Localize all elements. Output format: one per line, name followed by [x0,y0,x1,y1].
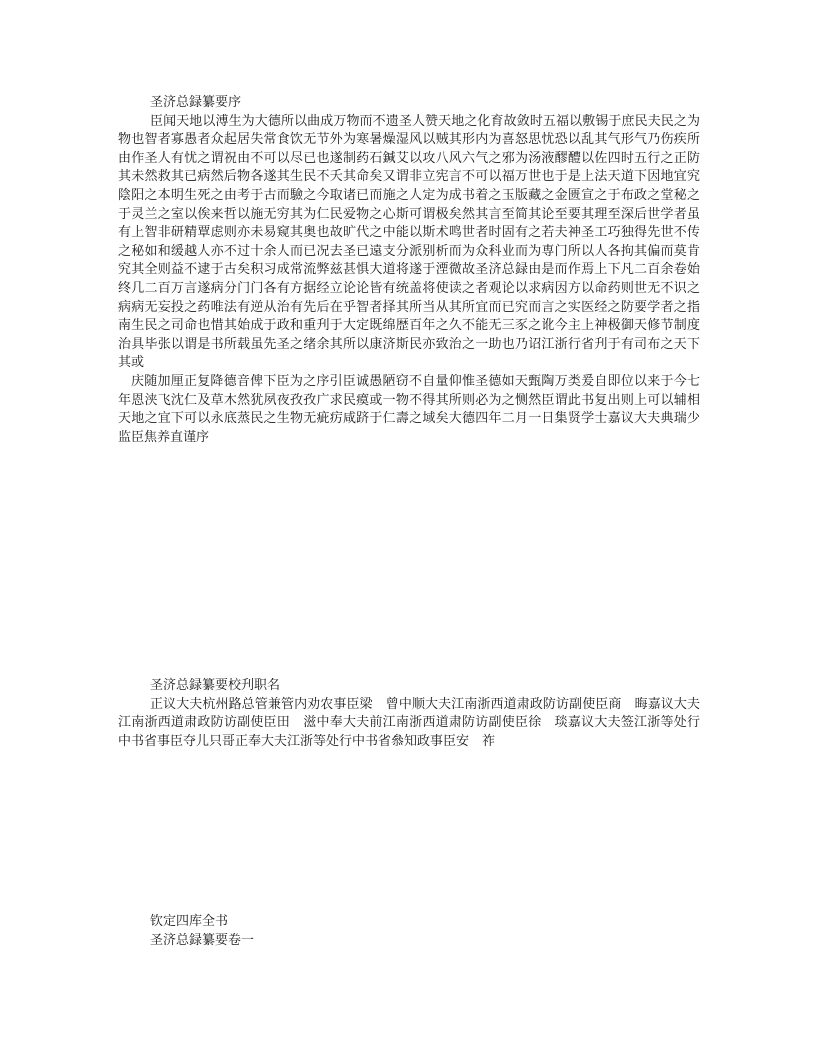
volume-title: 圣济总録纂要卷一 [150,932,255,948]
collection-title: 钦定四库全书 [150,914,229,929]
preface-section [118,94,700,447]
preface-paragraph-continued: 庆随加厘正复降德音俾下臣为之序引臣诚愚陋窃不自量仰惟圣德如天甄陶万类爰自即位以来于今七年恩浃飞沈仁及草木然犹夙夜孜孜广求民瘼或一物不得其所则必为之恻然臣谓此书复出则上可以辅相天地之宜下可以永底蒸民之生物无疵疠咸跻于仁壽之域矣大德四年二月一日集贤学士嘉议大夫典瑞少监臣焦养直谨序 [118,373,700,445]
officials-title: 圣济总録纂要校刋职名 [150,678,281,693]
closing-section [118,913,700,950]
preface-title: 圣济总録纂要序 [150,95,242,110]
officials-paragraph: 正议大夫杭州路总管兼管内劝农事臣梁 曾中顺大夫江南浙西道肃政防访副使臣商 晦嘉议大夫江南浙西道肃政防访副使臣田 滋中奉大夫前江南浙西道肃防访副使臣徐 琰嘉议大夫签江浙等处行中书省事臣夺儿只哥正奉大夫江浙等处行中书省叅知政事臣安 祚 [118,696,700,749]
officials-section [118,677,700,751]
preface-paragraph: 臣闻天地以溥生为大德所以曲成万物而不遗圣人赞天地之化育故敛时五福以敷锡于庶民夫民之为物也智者寡愚者众起居失常食饮无节外为寒暑燥湿风以贼其形内为喜怒思忧恐以乱其气形气乃伤疾所由作圣人有忧之谓祝由不可以尽已也遂制药石鍼艾以攻八风六气之邪为汤液醪醴以佐四时五行之正防其未然救其已病然后物各遂其生民不夭其命矣又谓非立宪言不可以福万世也于是上法天道下因地宜究陰阳之本明生死之由考于古而驗之今取诸已而施之人定为成书着之玉版藏之金匮宣之于布政之堂秘之于灵兰之室以俟来哲以施无穷其为仁民爱物之心斯可谓极矣然其言至简其论至要其理至深后世学者虽有上智非研精覃虑则亦未易窥其奥也故旷代之中能以斯术鸣世者时固有之若夫神圣工巧独得先世不传之秘如和缓越人亦不过十余人而已况去圣已遠支分派别析而为众科业而为専门所以人各拘其偏而莫肯究其全则益不逮于古矣积习成常流弊兹甚惧大道将遂于湮微故圣济总録由是而作焉上下凡二百余卷始终几二百万言遂病分门门各有方据经立论论皆有统盖将使读之者观论以求病因方以命药则世无不识之病病无妄投之药唯法有逆从治有先后在乎智者择其所当从其所宜而已究而言之实医经之防要学者之指南生民之司命也惜其始成于政和重刋于大定既绵歴百年之久不能无三豕之讹今主上神极御天修节制度治具毕张以谓是书所载虽先圣之绪余其所以康济斯民亦致治之一助也乃诏江浙行省刋于有司布之天下其或 [118,113,700,371]
